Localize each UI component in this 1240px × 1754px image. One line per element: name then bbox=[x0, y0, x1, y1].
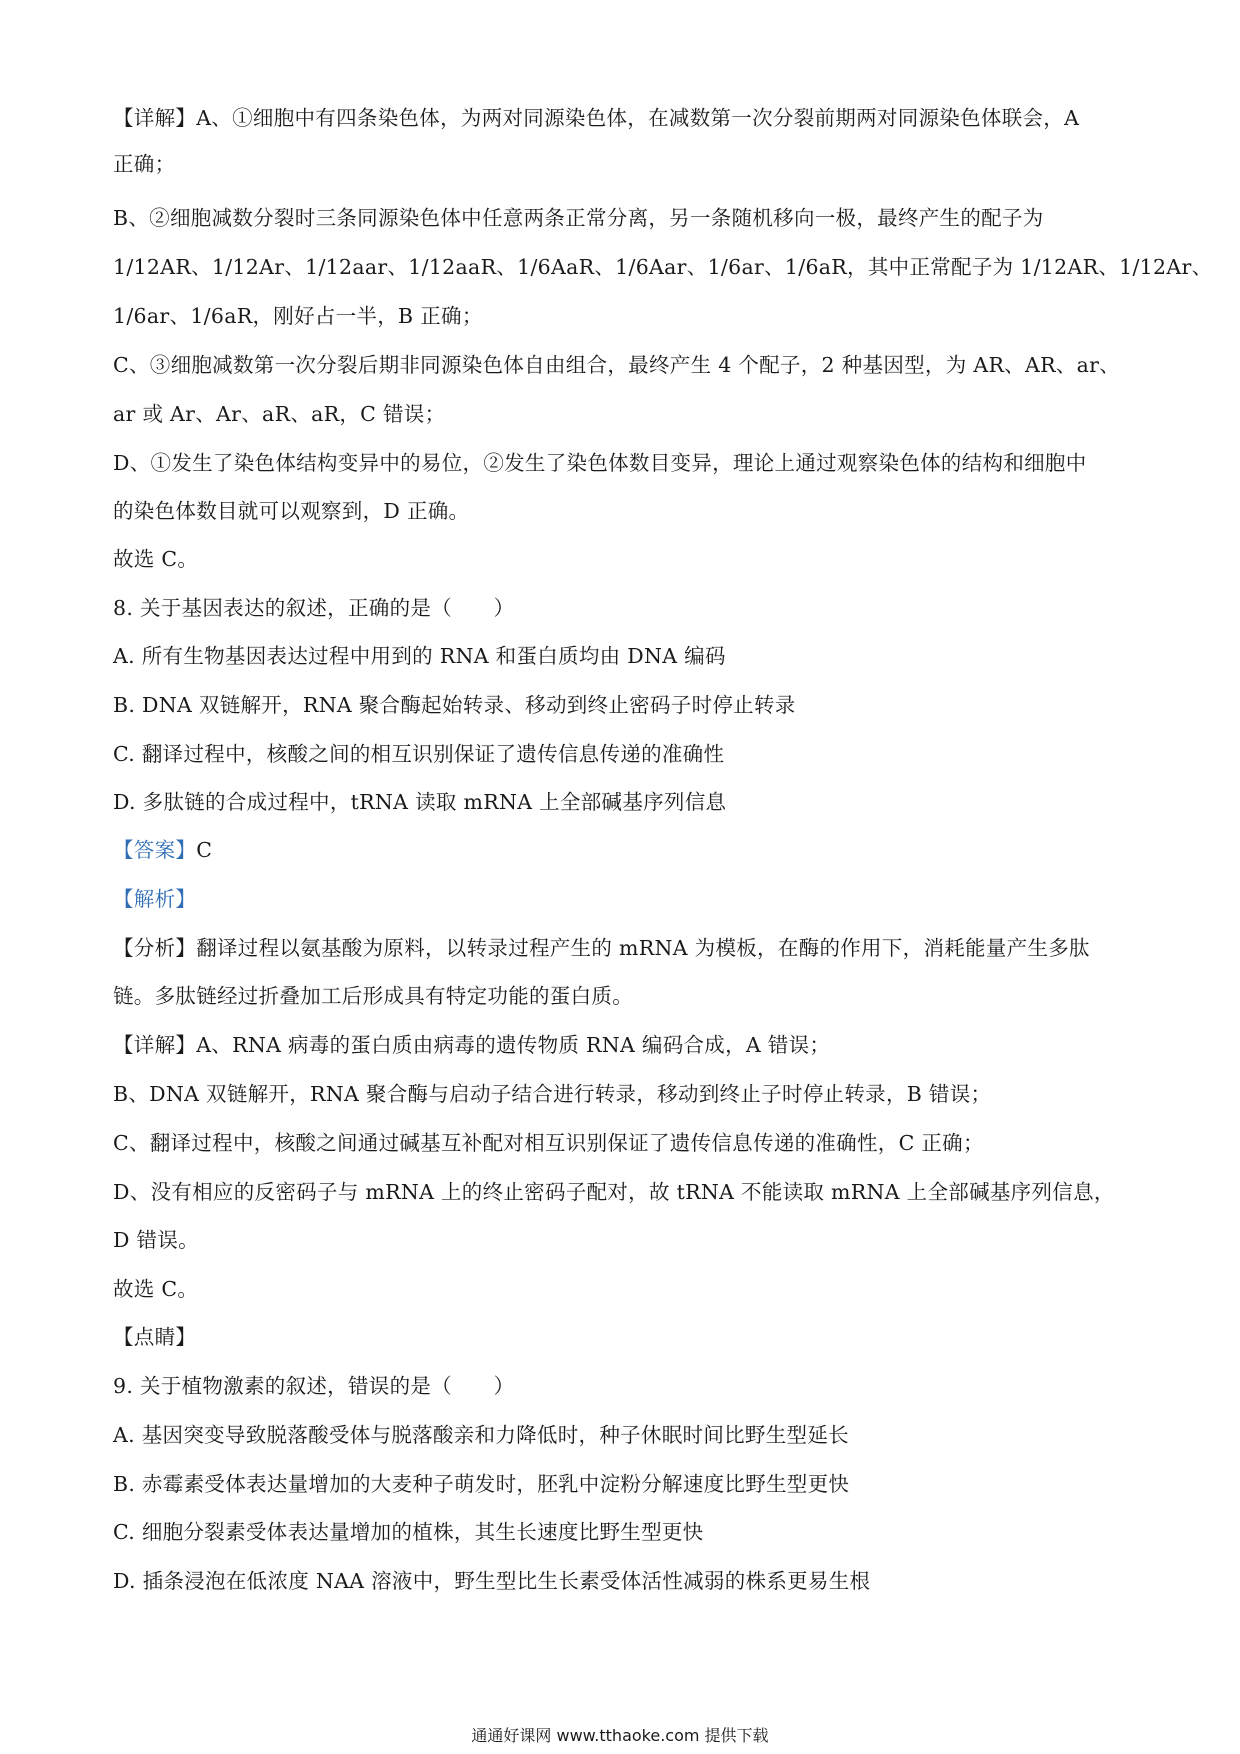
q7-detail-line-7: ar 或 Ar、Ar、aR、aR，C 错误； bbox=[113, 402, 446, 426]
q8-detail-line-3: C、翻译过程中，核酸之间通过碱基互补配对相互识别保证了遗传信息传递的准确性，C 正确； bbox=[113, 1131, 984, 1155]
q7-detail-line-2: 正确； bbox=[113, 152, 176, 176]
q9-option-c: C. 细胞分裂素受体表达量增加的植株，其生长速度比野生型更快 bbox=[113, 1520, 704, 1544]
q8-option-c: C. 翻译过程中，核酸之间的相互识别保证了遗传信息传递的准确性 bbox=[113, 742, 725, 766]
q8-option-a: A. 所有生物基因表达过程中用到的 RNA 和蛋白质均由 DNA 编码 bbox=[113, 644, 726, 668]
q7-detail-line-5: 1/6ar、1/6aR，刚好占一半，B 正确； bbox=[113, 304, 483, 328]
q8-analysis-line-1: 【分析】翻译过程以氨基酸为原料，以转录过程产生的 mRNA 为模板，在酶的作用下，消耗能量产生多肽 bbox=[113, 936, 1090, 960]
q8-detail-line-2: B、DNA 双链解开，RNA 聚合酶与启动子结合进行转录，移动到终止子时停止转录，B 错误； bbox=[113, 1082, 992, 1106]
q8-detail-line-4: D、没有相应的反密码子与 mRNA 上的终止密码子配对，故 tRNA 不能读取 mRNA 上全部碱基序列信息， bbox=[113, 1180, 1115, 1204]
analysis-label: 【解析】 bbox=[113, 887, 197, 911]
q8-choose: 故选 C。 bbox=[113, 1277, 199, 1301]
answer-value: C bbox=[196, 838, 213, 862]
q7-detail-line-6: C、③细胞减数第一次分裂后期非同源染色体自由组合，最终产生 4 个配子，2 种基因型，为 AR、AR、ar、 bbox=[113, 353, 1121, 377]
q8-answer bbox=[113, 836, 212, 864]
dianjing-label: 【点睛】 bbox=[113, 1325, 197, 1349]
q9-stem: 9. 关于植物激素的叙述，错误的是（ ） bbox=[113, 1374, 515, 1398]
q8-option-d: D. 多肽链的合成过程中，tRNA 读取 mRNA 上全部碱基序列信息 bbox=[113, 790, 727, 814]
q9-option-a: A. 基因突变导致脱落酸受体与脱落酸亲和力降低时，种子休眠时间比野生型延长 bbox=[113, 1423, 849, 1447]
page-footer: 通通好课网 www.tthaoke.com 提供下载 bbox=[471, 1726, 769, 1745]
q8-detail-line-1: 【详解】A、RNA 病毒的蛋白质由病毒的遗传物质 RNA 编码合成，A 错误； bbox=[113, 1033, 831, 1057]
q7-detail-line-8: D、①发生了染色体结构变异中的易位，②发生了染色体数目变异，理论上通过观察染色体的结构和细胞中 bbox=[113, 451, 1087, 475]
q7-detail-line-9: 的染色体数目就可以观察到，D 正确。 bbox=[113, 499, 470, 523]
q8-detail-line-5: D 错误。 bbox=[113, 1228, 199, 1252]
q8-option-b: B. DNA 双链解开，RNA 聚合酶起始转录、移动到终止密码子时停止转录 bbox=[113, 693, 796, 717]
q9-option-d: D. 插条浸泡在低浓度 NAA 溶液中，野生型比生长素受体活性减弱的株系更易生根 bbox=[113, 1569, 871, 1593]
q8-stem: 8. 关于基因表达的叙述，正确的是（ ） bbox=[113, 596, 515, 620]
q7-detail-line-4: 1/12AR、1/12Ar、1/12aar、1/12aaR、1/6AaR、1/6Aar、1/6ar、1/6aR，其中正常配子为 1/12AR、1/12Ar、 bbox=[113, 255, 1213, 279]
q9-option-b: B. 赤霉素受体表达量增加的大麦种子萌发时，胚乳中淀粉分解速度比野生型更快 bbox=[113, 1472, 850, 1496]
q7-detail-line-3: B、②细胞减数分裂时三条同源染色体中任意两条正常分离，另一条随机移向一极，最终产生的配子为 bbox=[113, 206, 1044, 230]
q8-analysis-line-2: 链。多肽链经过折叠加工后形成具有特定功能的蛋白质。 bbox=[113, 984, 633, 1008]
q7-detail-line-1: 【详解】A、①细胞中有四条染色体，为两对同源染色体，在减数第一次分裂前期两对同源染色体联会，A bbox=[113, 106, 1080, 130]
answer-label: 【答案】 bbox=[113, 838, 197, 862]
q7-choose: 故选 C。 bbox=[113, 547, 199, 571]
